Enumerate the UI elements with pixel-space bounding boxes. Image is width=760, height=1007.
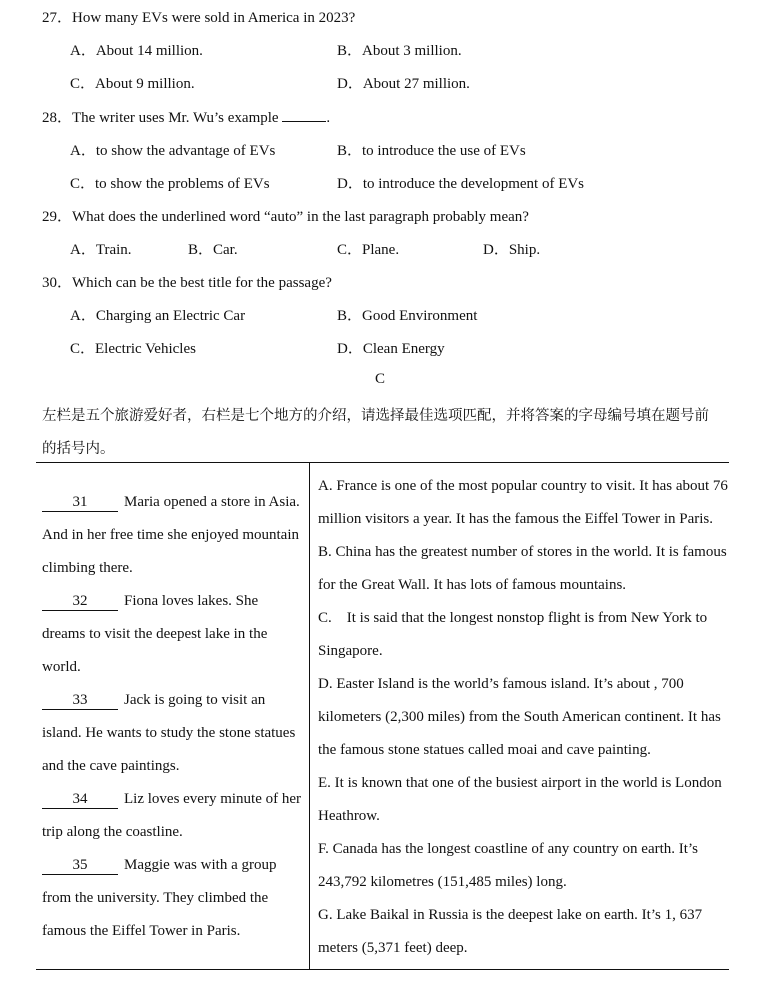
place-option-a: A. France is one of the most popular country to visit. It has about 76 million visitors a year. It has the famous the Eiffel Tower in Paris. bbox=[318, 478, 728, 527]
question-30-stem: 30．Which can be the best title for the passage? bbox=[42, 275, 332, 291]
q29-option-c[interactable]: C．Plane. bbox=[337, 242, 400, 258]
question-27-stem: 27．How many EVs were sold in America in 2023? bbox=[42, 10, 356, 26]
person-item bbox=[42, 486, 304, 585]
question-28-stem-end: . bbox=[326, 110, 331, 126]
person-text: Maria opened a store in Asia. And in her free time she enjoyed mountain climbing there. bbox=[42, 494, 300, 576]
question-29-stem: 29．What does the underlined word “auto” in the last paragraph probably mean? bbox=[42, 209, 529, 225]
section-instructions-line2: 的括号内。 bbox=[42, 441, 115, 457]
section-letter: C bbox=[374, 371, 385, 387]
q30-option-d[interactable]: D．Clean Energy bbox=[337, 341, 445, 357]
table-top-border bbox=[36, 462, 729, 463]
place-option-d: D. Easter Island is the world’s famous island. It’s about , 700 kilometers (2,300 miles) from the South American continent. It has the famous stone statues called moai and cave painting. bbox=[318, 676, 721, 758]
person-text: Fiona loves lakes. She dreams to visit the deepest lake in the world. bbox=[42, 593, 268, 675]
place-option-b: B. China has the greatest number of stores in the world. It is famous for the Great Wall. It has lots of famous mountains. bbox=[318, 544, 727, 593]
answer-blank-33[interactable]: 33 bbox=[42, 691, 118, 710]
q27-option-a[interactable]: A．About 14 million. bbox=[70, 43, 203, 59]
person-item bbox=[42, 783, 304, 849]
q29-option-b[interactable]: B．Car. bbox=[188, 242, 238, 258]
answer-blank bbox=[282, 109, 326, 122]
answer-blank-32[interactable]: 32 bbox=[42, 592, 118, 611]
people-column bbox=[42, 486, 304, 948]
place-option-c: C. It is said that the longest nonstop flight is from New York to Singapore. bbox=[318, 610, 708, 659]
person-item bbox=[42, 684, 304, 783]
q27-option-d[interactable]: D．About 27 million. bbox=[337, 76, 470, 92]
q30-option-b[interactable]: B．Good Environment bbox=[337, 308, 478, 324]
q28-option-d[interactable]: D．to introduce the development of EVs bbox=[337, 176, 585, 192]
q28-option-c[interactable]: C．to show the problems of EVs bbox=[70, 176, 270, 192]
question-28-stem-text: 28．The writer uses Mr. Wu’s example bbox=[42, 110, 279, 126]
question-28-stem bbox=[42, 106, 330, 127]
person-text: Liz loves every minute of her trip along the coastline. bbox=[42, 791, 302, 840]
places-column bbox=[318, 470, 730, 965]
q30-option-a[interactable]: A．Charging an Electric Car bbox=[70, 308, 246, 324]
q28-option-b[interactable]: B．to introduce the use of EVs bbox=[337, 143, 526, 159]
person-text: Maggie was with a group from the university. They climbed the famous the Eiffel Tower in Paris. bbox=[42, 857, 277, 939]
person-item bbox=[42, 585, 304, 684]
answer-blank-31[interactable]: 31 bbox=[42, 493, 118, 512]
place-option-f: F. Canada has the longest coastline of any country on earth. It’s 243,792 kilometres (151,485 miles) long. bbox=[318, 841, 698, 890]
q30-option-c[interactable]: C．Electric Vehicles bbox=[70, 341, 196, 357]
table-bottom-border bbox=[36, 969, 729, 970]
place-option-e: E. It is known that one of the busiest airport in the world is London Heathrow. bbox=[318, 775, 722, 824]
place-option-g: G. Lake Baikal in Russia is the deepest lake on earth. It’s 1, 637 meters (5,371 feet) deep. bbox=[318, 907, 703, 956]
answer-blank-35[interactable]: 35 bbox=[42, 856, 118, 875]
person-item bbox=[42, 849, 304, 948]
q29-option-a[interactable]: A．Train. bbox=[70, 242, 132, 258]
table-column-divider bbox=[309, 462, 310, 970]
person-text: Jack is going to visit an island. He wants to study the stone statues and the cave paintings. bbox=[42, 692, 296, 774]
q27-option-c[interactable]: C．About 9 million. bbox=[70, 76, 195, 92]
q28-option-a[interactable]: A．to show the advantage of EVs bbox=[70, 143, 276, 159]
q27-option-b[interactable]: B．About 3 million. bbox=[337, 43, 462, 59]
answer-blank-34[interactable]: 34 bbox=[42, 790, 118, 809]
q29-option-d[interactable]: D．Ship. bbox=[483, 242, 541, 258]
section-instructions-line1: 左栏是五个旅游爱好者，右栏是七个地方的介绍，请选择最佳选项匹配，并将答案的字母编号填在题号前 bbox=[42, 408, 709, 424]
